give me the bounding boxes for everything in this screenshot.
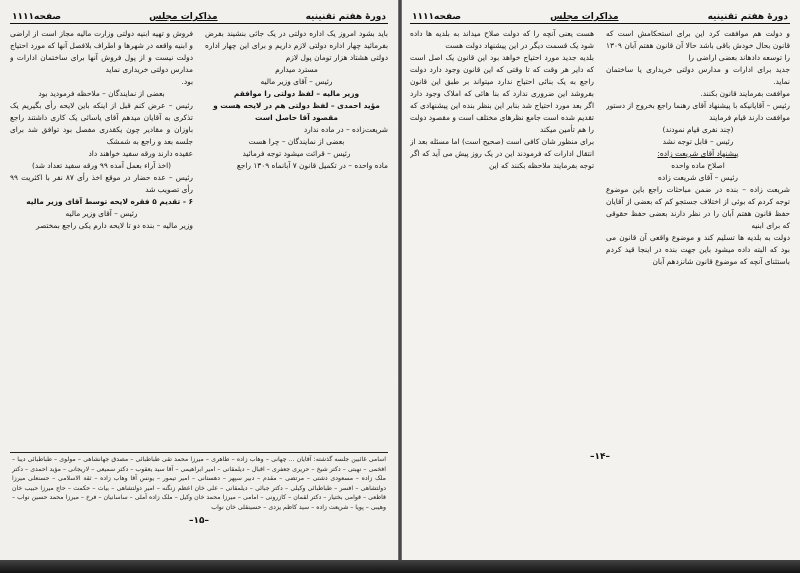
text-columns — [10, 28, 388, 448]
page-number: –۱۵– — [189, 516, 209, 526]
text-column-left — [10, 28, 193, 448]
paragraph: و دولت هم موافقت کرد این برای استحکامش است که قانون بحال خودش باقی باشد حالا آن قانون هفتم آبان ۱۳۰۹ را توسعه دادهاند بعضی اراضی را — [606, 29, 790, 62]
text-column-right — [606, 28, 790, 448]
scan-edge — [0, 560, 800, 573]
article-line: ماده واحده – در تکمیل قانون ۷ آبانماه ۱۳۰۹ راجع — [236, 161, 388, 170]
speaker-line: رئیس – آقای وزیر مالیه — [260, 77, 333, 86]
speaker-line: رئیس – آقایانیکه با پیشنهاد آقای رهنما راجع بخروج از دستور موافقت دارند قیام فرمایند — [606, 101, 790, 122]
page-label: صفحه۱۱۱۱ — [412, 12, 462, 22]
section-heading: ۶ - تقدیم ۵ فقره لایحه توسط آقای وزیر مالیه — [26, 197, 193, 206]
paragraph: بعضی از نمایندگان – ملاحظه فرمودید بود — [38, 89, 165, 98]
paragraph: (چند نفری قیام نمودند) — [662, 125, 734, 134]
paragraph: دولت به بلدیه ها تسلیم کند و موضوع واقعی آن قانون می بود که البته داده میشود باین جهت بنده در اینجا قید کردم باستثنای آنچه که موضوع قانون شانزدهم آبان — [606, 233, 790, 266]
speaker-line: رئیس – قابل توجه نشد — [662, 137, 734, 146]
footnote-divider — [10, 452, 388, 453]
paragraph: رئیس – عده حضار در موقع اخذ رأی ۸۷ نفر با اکثریت ۹۹ رأی تصویب شد — [10, 173, 193, 194]
speaker-line: بعضی از نمایندگان – چرا هست — [248, 137, 345, 146]
header-title: مذاکرات مجلس — [550, 12, 619, 22]
paragraph: باید بشود امروز یک اداره دولتی در یک جائی بنشیند بفرض بفرمائید چهار اداره دولتی لازم داریم و برای این چهار اداره دولتی هشتاد هزار تومان پول لازم — [205, 29, 388, 62]
speaker-line: شریعت‌زاده – در ماده ندارد — [303, 125, 388, 134]
right-page — [400, 0, 800, 560]
paragraph: رئیس – عرض کنم قبل از اینکه باین لایحه رأی بگیریم یک تذکری به آقایان میدهم آقای یاسائی یک کاری داشتند راجع باوزان و مقادیر چون یکقدری مفصل بود توافق شد برای جلسه بعد و راجع به شمشک — [10, 101, 193, 146]
speaker-line: مؤید احمدی – لفظ دولتی هم در لایحه هست و مقصود آقا حاصل است — [213, 101, 380, 122]
page-label: صفحه۱۱۱۱ — [12, 12, 62, 22]
page-number: –۱۴– — [590, 452, 610, 462]
page-header — [410, 6, 790, 24]
paragraph: جدید برای ادارات و مدارس دولتی خریداری یا ساختمان نماید. — [606, 65, 790, 86]
paragraph: بلدیه جدید مورد احتیاج خواهد بود این قانون یک اصل است که دایر هر وقت که تا وقتی که این قانون وجود دارد دولت راجع به یک بنائی احتیاج ندارد میتواند بر طبق این قانون بفروشد این ضروری ندارد که بنا هائی که املاک وجود دارد اگر بعد مورد احتیاج شد بنابر این بنظر بنده این پیشنهادی که تقدیم شده است جامع نظرهای مختلف است و مقصود دولت را هم تأمین میکند — [410, 53, 594, 134]
paragraph: وزیر مالیه – بنده دو تا لایحه دارم یکی راجع بمختصر — [35, 221, 193, 230]
session-label: دورهٔ هفتم تقنینیه — [707, 12, 788, 22]
paragraph: بود. — [181, 77, 193, 86]
speaker-line: رئیس – آقای شریعت زاده — [658, 173, 738, 182]
paragraph: برای منظور شان کافی است (صحیح است) اما مسئله بعد از انتقال ادارات که فرمودند این در یک روز پیش می آید که اگر توجه بفرمایند ملاحظه بکنند که این — [410, 137, 594, 170]
proposal-heading: پیشنهاد آقای شریعت زاده: — [657, 149, 739, 158]
speaker-line: رئیس – آقای وزیر مالیه — [65, 209, 138, 218]
text-column-left — [410, 28, 594, 448]
footnote: اسامی غائبین جلسه گذشته: آقایان ... چهانی – وهاب زاده – طاهری – میرزا محمد تقی طباطبائی – مصدق جهانشاهی – مولوی – طباطبائی دیبا – افخمی – نهبتی – دکتر شیخ – حریری جعفری – اقبال – دیلمقانی – امیر ابراهیمی – آقا سید یعقوب – دکتر سمیعی – لاریجانی – مؤید احمدی – دکتر ملک زاده – مسعودی دشتی – مرتضی – مقدم – دبیر سپهر – دهستانی – امیر تیمور – یونس آقا وهاب زاده – ثقة الاسلامی – حسنعلی میرزا دولتشاهی – افسر – طباطبائی وکیلی – دکتر جبائی – دیلمقانی – علی خان اعظم زنگنه – امیر دولتشاهی – بیات – حکمت – حاج میرزا حبیب خان قاطعی – قوامی بختیار – دکتر لقمان – کازرونی – امامی – میرزا محمد خان وکیل – ملک زاده آملی – ساسانیان – فرخ – میرزا محمد حسین نواب – وهیبی – پویا – شریعت زاده – سید کاظم یزدی – حسینقلی خان نواب — [12, 456, 386, 511]
page-header — [10, 6, 388, 24]
text-columns — [410, 28, 790, 448]
paragraph: شریعت زاده – بنده در ضمن مباحثات راجع باین موضوع توجه کردم که بوئی از اختلاف جستجو کم که بعضی از آقایان حفظ قانون هفتم آبان را در نظر دارند بعضی حفظ حقوقی که برای ابنیه — [606, 185, 790, 230]
session-label: دورهٔ هفتم تقنینیه — [305, 12, 386, 22]
paragraph: فروش و تهیه ابنیه دولتی وزارت مالیه مجاز است از اراضی و ابنیه واقعه در شهرها و اطراف بلافصل آنها که مورد احتیاج دولت نیست و از پول فروش آنها برای ساختمان ادارات و مدارس دولتی خریداری نماید — [10, 29, 193, 74]
paragraph: مسترد میدارم — [275, 65, 318, 74]
text-column-right — [205, 28, 388, 448]
header-title: مذاکرات مجلس — [149, 12, 218, 22]
paragraph: عقیده دارند ورقه سفید خواهند داد — [88, 149, 193, 158]
paragraph: اصلاح ماده واحده — [671, 161, 725, 170]
speaker-line: رئیس – قرائت میشود توجه فرمائید — [242, 149, 351, 158]
speaker-line: وزیر مالیه – لفظ دولتی را موافقم — [233, 89, 360, 98]
paragraph: هست یعنی آنچه را که دولت صلاح میداند به بلدیه ها داده شود یک قسمت دیگر در این پیشنهاد دولت هست — [410, 29, 594, 50]
left-page — [0, 0, 400, 560]
paragraph: (اخذ آراء بعمل آمده ۹۹ ورقه سفید تعداد شد) — [31, 161, 172, 170]
book-gutter — [398, 0, 402, 560]
paragraph: موافقت بفرمایند قانون بکنند. — [700, 89, 790, 98]
